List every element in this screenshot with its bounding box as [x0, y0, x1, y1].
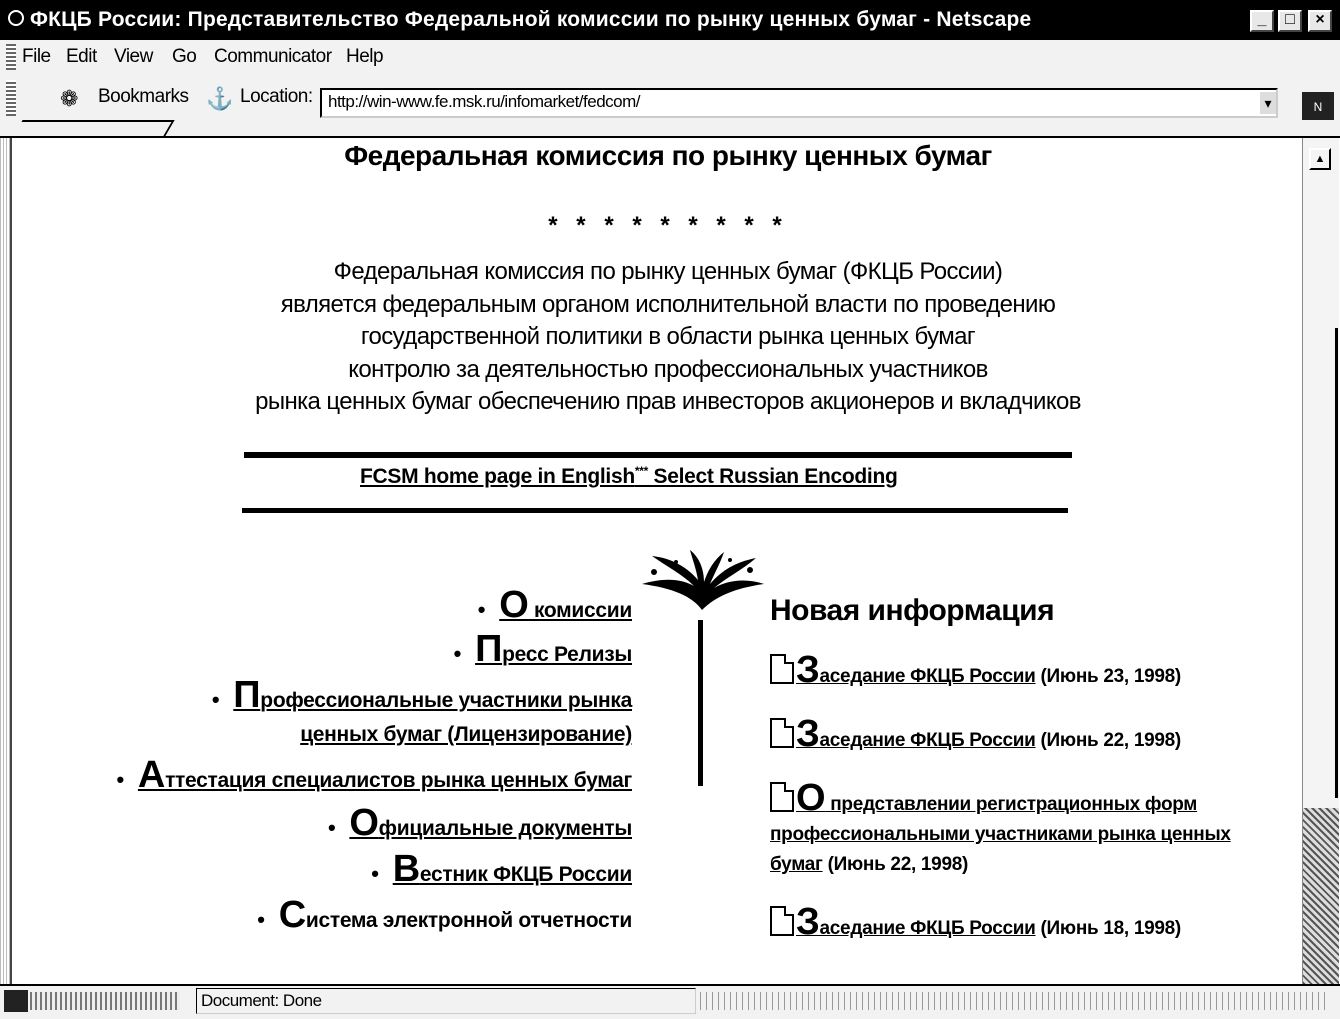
- bullet-icon: •: [371, 861, 379, 886]
- horizontal-rule: [244, 452, 1072, 458]
- toolbar-grip[interactable]: [6, 44, 16, 70]
- nav-link-documents[interactable]: [349, 802, 632, 844]
- status-bar: [0, 984, 1340, 1019]
- description-line: является федеральным органом исполнительной власти по проведению: [280, 290, 1056, 318]
- nav-item-participants: [92, 674, 632, 752]
- maximize-button[interactable]: □: [1278, 10, 1302, 32]
- news-list: [770, 649, 1270, 970]
- news-initial: О: [796, 777, 826, 819]
- nav-label: рофессиональные участники рынка ценных бумаг (Лицензирование): [260, 689, 632, 746]
- security-lock-icon[interactable]: [4, 990, 28, 1012]
- nav-initial: С: [278, 894, 306, 936]
- vertical-divider: [698, 620, 703, 786]
- url-input[interactable]: http://win-www.fe.msk.ru/infomarket/fedcom/: [320, 88, 1278, 118]
- menu-view[interactable]: View: [114, 46, 153, 67]
- news-date: (Июнь 22, 1998): [827, 854, 969, 875]
- nav-item-about: [92, 584, 632, 628]
- link-separator: ***: [634, 464, 648, 478]
- vertical-scrollbar[interactable]: [1302, 138, 1339, 984]
- nav-label: истема электронной отчетности: [305, 909, 632, 932]
- description-line: контролю за деятельностью профессиональных участников: [348, 355, 988, 383]
- menu-communicator[interactable]: Communicator: [214, 46, 332, 67]
- nav-label: ресс Релизы: [502, 643, 632, 666]
- description-line: рынка ценных бумаг обеспечению прав инвесторов акционеров и вкладчиков: [255, 388, 1081, 415]
- content-viewport: [10, 138, 1304, 984]
- news-date: (Июнь 18, 1998): [1040, 918, 1181, 939]
- news-initial: З: [796, 649, 820, 691]
- main-nav: [92, 584, 632, 938]
- menu-help[interactable]: Help: [346, 46, 384, 67]
- toolbar-tab[interactable]: [13, 120, 174, 136]
- nav-link-bulletin[interactable]: [392, 848, 632, 890]
- location-icon: ⚓: [206, 86, 234, 111]
- nav-initial: П: [233, 674, 261, 716]
- news-item: [770, 901, 1270, 944]
- component-bar: [700, 992, 1330, 1010]
- document-icon: [770, 654, 794, 684]
- news-date: (Июнь 22, 1998): [1040, 730, 1181, 751]
- news-link[interactable]: [796, 713, 1036, 755]
- nav-initial: В: [392, 848, 420, 890]
- news-label: аседание ФКЦБ России: [819, 918, 1036, 939]
- nav-initial: П: [475, 628, 503, 670]
- russian-encoding-link[interactable]: Select Russian Encoding: [653, 465, 898, 488]
- stars-divider: * * * * * * * * *: [548, 212, 788, 239]
- description-line: Федеральная комиссия по рынку ценных бумаг (ФКЦБ России): [333, 258, 1003, 285]
- bullet-icon: •: [477, 597, 486, 622]
- title-bar: [0, 0, 1340, 40]
- english-home-link[interactable]: FCSM home page in English: [360, 465, 635, 488]
- nav-link-certification[interactable]: [137, 754, 632, 796]
- bullet-icon: •: [116, 767, 124, 792]
- nav-item-certification: [92, 754, 632, 798]
- nav-initial: О: [349, 802, 379, 844]
- bookmarks-button[interactable]: Bookmarks: [98, 86, 189, 107]
- scrollbar-track[interactable]: [1303, 808, 1339, 984]
- nav-item-documents: [92, 802, 632, 846]
- document-icon: [770, 718, 794, 748]
- bullet-icon: •: [257, 907, 265, 932]
- document-icon: [770, 906, 794, 936]
- news-label: аседание ФКЦБ России: [819, 666, 1036, 687]
- nav-item-reporting: [92, 894, 632, 938]
- news-date: (Июнь 23, 1998): [1040, 666, 1181, 687]
- news-heading: Новая информация: [770, 594, 1055, 627]
- news-item: [770, 649, 1270, 692]
- language-links: [360, 464, 898, 489]
- news-link[interactable]: [796, 901, 1036, 943]
- menu-go[interactable]: Go: [172, 46, 197, 67]
- scroll-up-icon[interactable]: ▲: [1309, 148, 1331, 170]
- nav-item-press: [92, 628, 632, 672]
- menu-bar: [0, 40, 1340, 75]
- netscape-app-icon[interactable]: [8, 10, 24, 26]
- nav-link-press[interactable]: [475, 628, 632, 670]
- nav-label: комиссии: [528, 599, 632, 622]
- progress-area: [30, 992, 180, 1010]
- chevron-down-icon[interactable]: ▾: [1260, 92, 1276, 114]
- nav-label: ттестация специалистов рынка ценных бумаг: [165, 769, 632, 792]
- nav-label: естник ФКЦБ России: [419, 863, 632, 886]
- bullet-icon: •: [327, 815, 336, 840]
- status-text: Document: Done: [196, 988, 696, 1014]
- nav-item-bulletin: [92, 848, 632, 892]
- description-line: государственной политики в области рынка ценных бумаг: [360, 323, 976, 350]
- news-label: аседание ФКЦБ России: [819, 730, 1036, 751]
- toolbar-grip[interactable]: [6, 80, 16, 116]
- page-title: Федеральная комиссия по рынку ценных бумаг: [344, 140, 992, 171]
- news-label: представлении регистрационных форм профессиональными участниками рынка ценных бумаг: [770, 794, 1231, 875]
- menu-edit[interactable]: Edit: [66, 46, 97, 67]
- news-initial: З: [796, 901, 820, 943]
- bookmark-icon[interactable]: ❁: [60, 86, 79, 111]
- scrollbar-thumb[interactable]: [1321, 328, 1338, 798]
- bullet-icon: •: [211, 687, 220, 712]
- close-button[interactable]: ×: [1308, 10, 1332, 32]
- location-label: Location:: [240, 86, 313, 107]
- personal-toolbar-tab: [0, 120, 1340, 138]
- news-initial: З: [796, 713, 820, 755]
- news-link[interactable]: [796, 649, 1036, 691]
- ornament-emblem-icon: [632, 548, 772, 612]
- news-item: [770, 713, 1270, 756]
- horizontal-rule: [242, 508, 1068, 513]
- news-item: [770, 777, 1270, 880]
- nav-link-reporting[interactable]: [278, 894, 632, 936]
- nav-label: фициальные документы: [378, 817, 632, 840]
- left-border: [0, 138, 10, 984]
- nav-link-about[interactable]: [499, 584, 632, 626]
- menu-file[interactable]: File: [22, 46, 51, 67]
- minimize-button[interactable]: _: [1250, 10, 1274, 32]
- nav-initial: А: [137, 754, 166, 796]
- window-title: ФКЦБ России: Представительство Федеральной комиссии по рынку ценных бумаг - Netscape: [30, 8, 1032, 31]
- description: [12, 256, 1304, 419]
- nav-link-participants[interactable]: [233, 674, 632, 746]
- document-icon: [770, 782, 794, 812]
- bullet-icon: •: [453, 641, 462, 666]
- nav-initial: О: [499, 584, 529, 626]
- netscape-throbber-icon[interactable]: N: [1302, 92, 1334, 122]
